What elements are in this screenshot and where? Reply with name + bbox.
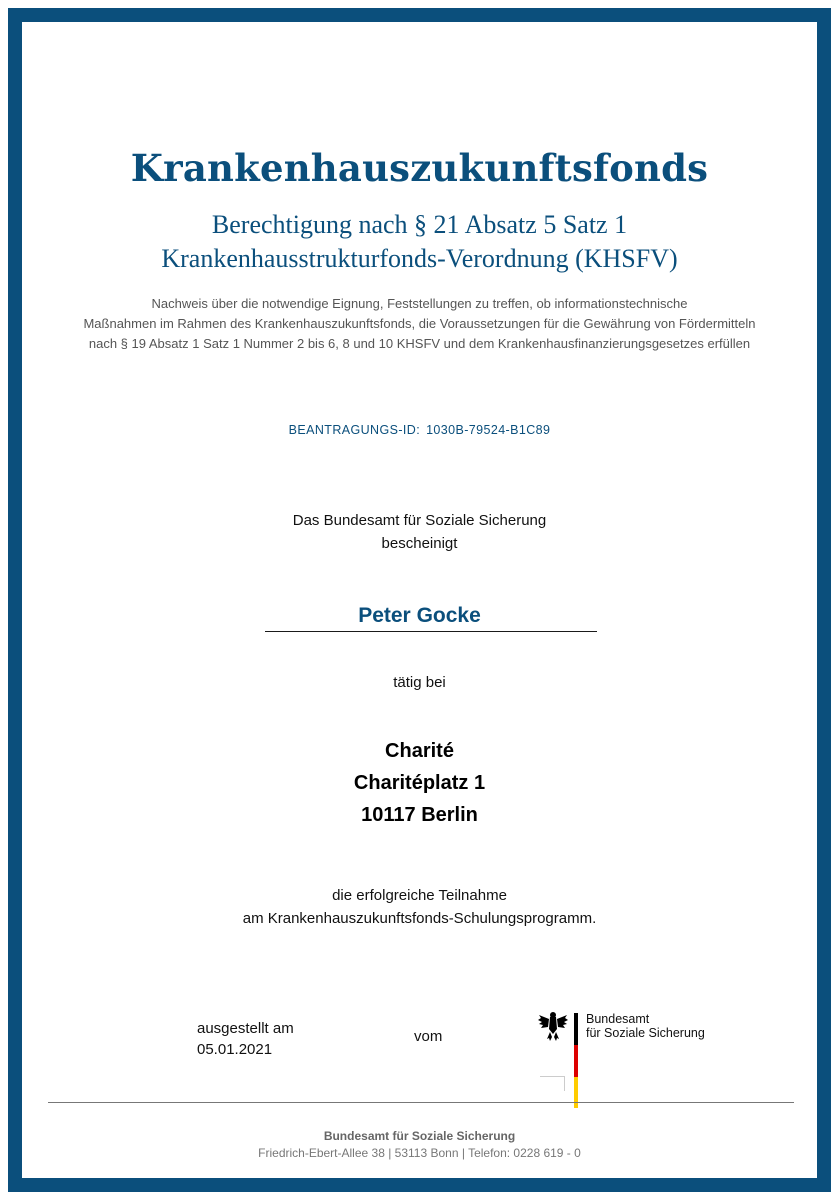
issued-label: ausgestellt am	[197, 1020, 294, 1037]
issuer-line: bescheinigt	[381, 535, 458, 552]
footer-divider	[48, 1102, 794, 1103]
flag-black	[574, 1013, 578, 1045]
application-id	[22, 423, 817, 437]
application-id-label: BEANTRAGUNGS-ID:	[288, 423, 421, 437]
organization-name: Charité	[385, 740, 454, 762]
description-line: Nachweis über die notwendige Eignung, Feststellungen zu treffen, ob informationstechnische	[151, 296, 688, 311]
issued-block	[197, 1018, 294, 1060]
description-line: nach § 19 Absatz 1 Satz 1 Nummer 2 bis 6, 8 und 10 KHSFV und dem Krankenhausfinanzierungsgesetzes erfüllen	[88, 336, 751, 351]
certificate-description	[22, 294, 817, 354]
footer-address: Friedrich-Ebert-Allee 38 | 53113 Bonn | Telefon: 0228 619 - 0	[258, 1146, 581, 1160]
issued-date: 05.01.2021	[197, 1041, 273, 1058]
federal-flag-bar	[574, 1013, 578, 1108]
organization-street: Charitéplatz 1	[353, 772, 486, 794]
bas-logo	[538, 1010, 708, 1090]
subtitle-line: Berechtigung nach § 21 Absatz 5 Satz 1	[211, 210, 628, 239]
flag-red	[574, 1045, 578, 1077]
person-name: Peter Gocke	[358, 604, 481, 627]
completion-line: am Krankenhauszukunftsfonds-Schulungsprogramm.	[242, 910, 597, 927]
completion-statement	[22, 884, 817, 930]
subtitle-line: Krankenhausstrukturfonds-Verordnung (KHSFV)	[161, 244, 678, 273]
logo-text-line: Bundesamt	[586, 1012, 650, 1026]
from-label: vom	[414, 1028, 443, 1045]
certificate-frame	[8, 8, 831, 1192]
logo-text	[586, 1012, 705, 1040]
flag-gold	[574, 1077, 578, 1108]
footer-organization: Bundesamt für Soziale Sicherung	[323, 1129, 516, 1143]
name-underline	[265, 631, 597, 632]
federal-eagle-icon	[538, 1010, 568, 1042]
description-line: Maßnahmen im Rahmen des Krankenhauszukunftsfonds, die Voraussetzungen für die Gewährung von Fördermitteln	[83, 316, 756, 331]
issuer-statement	[22, 509, 817, 555]
logo-text-line: für Soziale Sicherung	[586, 1026, 705, 1040]
employed-at-label: tätig bei	[393, 674, 446, 691]
organization-block	[22, 735, 817, 831]
organization-city: 10117 Berlin	[361, 804, 478, 826]
completion-line: die erfolgreiche Teilnahme	[332, 887, 507, 904]
certificate-title: Krankenhauszukunftsfonds	[130, 146, 709, 190]
issuer-line: Das Bundesamt für Soziale Sicherung	[292, 512, 547, 529]
logo-corner-mark	[540, 1076, 565, 1091]
application-id-value: 1030B-79524-B1C89	[426, 423, 551, 437]
certificate-subtitle	[22, 208, 817, 276]
